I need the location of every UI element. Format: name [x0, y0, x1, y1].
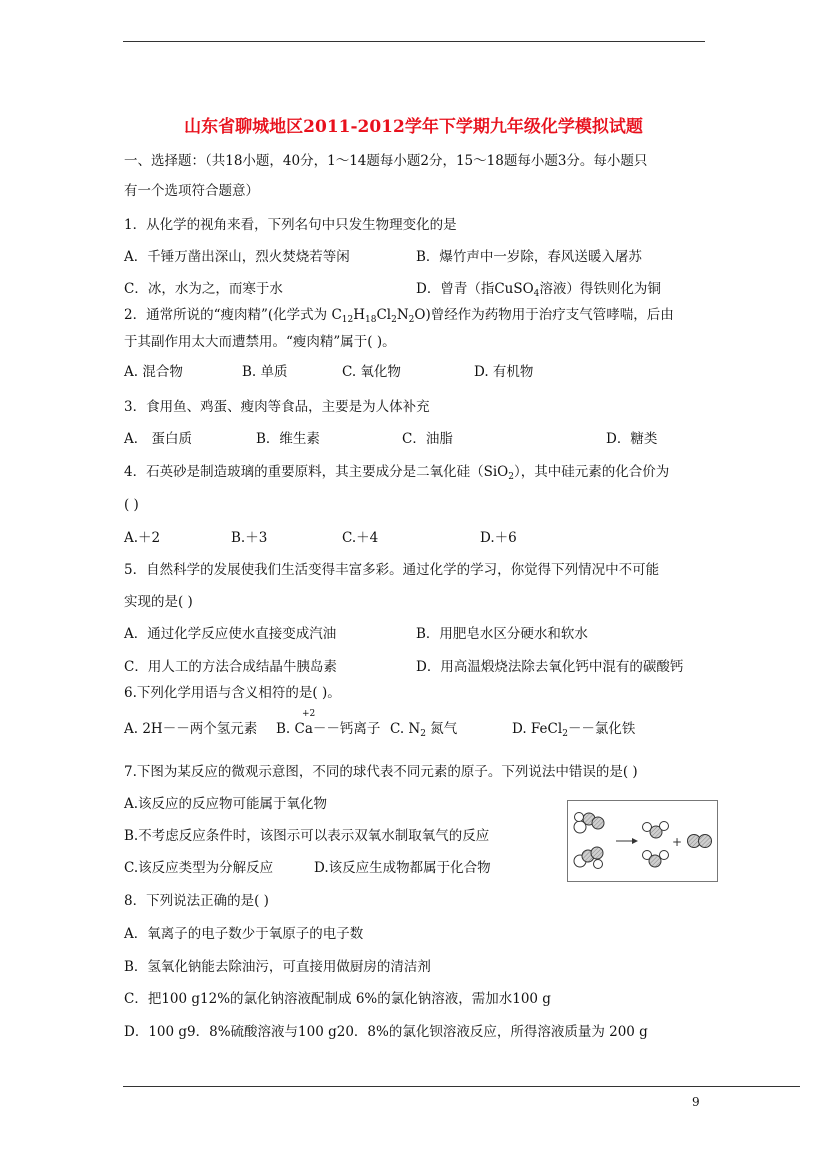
q2-post: O)曾经作为药物用于治疗支气管哮喘，后由	[414, 307, 674, 323]
q4-option-b: B.＋3	[231, 530, 268, 546]
q7-option-c: C.该反应类型为分解反应	[124, 860, 274, 876]
q4-option-a: A.＋2	[124, 530, 161, 546]
reactant-molecule-1	[574, 813, 604, 834]
q7-stem: 7.下图为某反应的微观示意图，不同的球代表不同元素的原子。下列说法中错误的是( )	[124, 764, 638, 780]
plus-sign: +	[672, 835, 683, 849]
q2-sub-2: 18	[365, 315, 377, 325]
q5-option-a: A．通过化学反应使水直接变成汽油	[124, 626, 337, 642]
product-molecule-3	[688, 835, 712, 848]
q6-c-rest: 氮气	[425, 721, 458, 737]
q3-option-b: B．维生素	[256, 431, 320, 447]
q1-d-sub: 4	[533, 289, 540, 299]
q1-option-b: B．爆竹声中一岁除，春风送暖入屠苏	[416, 249, 642, 265]
q6-c-sub: 2	[420, 729, 426, 739]
reaction-arrow	[616, 838, 638, 844]
q4-post: ），其中硅元素的化合价为	[513, 464, 670, 480]
product-molecule-2	[643, 851, 669, 868]
q2-stem-line-1	[124, 306, 674, 329]
q4-pre: 4．石英砂是制造玻璃的重要原料，其主要成分是二氧化硅（SiO	[124, 464, 509, 480]
reactant-molecule-2	[574, 847, 603, 869]
q6-stem: 6.下列化学用语与含义相符的是( )。	[124, 685, 341, 701]
q5-option-c: C．用人工的方法合成结晶牛胰岛素	[124, 659, 337, 675]
q4-stem-line-1	[124, 463, 669, 486]
q5-option-b: B．用肥皂水区分硬水和软水	[416, 626, 588, 642]
q3-option-c: C．油脂	[402, 431, 453, 447]
q8-stem: 8．下列说法正确的是( )	[124, 893, 269, 909]
q6-option-c	[390, 720, 457, 743]
q8-option-d: D．100 g9．8%硫酸溶液与100 g20．8%的氯化钡溶液反应，所得溶液质量为 200 g	[124, 1024, 648, 1040]
q2-option-c: C. 氧化物	[342, 364, 401, 380]
q8-option-a: A．氧离子的电子数少于氧原子的电子数	[124, 926, 364, 942]
q6-d-rest: －－氯化铁	[567, 721, 636, 737]
q7-option-a: A.该反应的反应物可能属于氧化物	[124, 796, 328, 812]
q7-option-b: B.不考虑反应条件时，该图示可以表示双氧水制取氧气的反应	[124, 828, 490, 844]
q1-option-d	[416, 280, 661, 303]
q7-option-d: D.该反应生成物都属于化合物	[314, 860, 491, 876]
q2-option-a: A. 混合物	[124, 364, 183, 380]
q1-d-pre: D．曾青（指CuSO	[416, 281, 534, 297]
q6-option-a: A. 2H－－两个氢元素	[124, 721, 258, 737]
section-header-line-2: 有一个选项符合题意）	[124, 183, 259, 199]
q3-option-d: D．糖类	[606, 431, 658, 447]
q5-stem-line-1: 5．自然科学的发展使我们生活变得丰富多彩。通过化学的学习，你觉得下列情况中不可能	[124, 562, 660, 578]
section-header-line-1: 一、选择题：（共18小题，40分，1～14题每小题2分，15～18题每小题3分。每小题只	[124, 153, 648, 169]
q4-stem-line-2: ( )	[124, 497, 139, 513]
q2-sub-4: 2	[408, 315, 415, 325]
q8-option-c: C．把100 g12%的氯化钠溶液配制成 6%的氯化钠溶液，需加水100 g	[124, 991, 551, 1007]
page-number: 9	[692, 1095, 700, 1109]
q2-option-b: B. 单质	[242, 364, 288, 380]
q2-m1: H	[353, 307, 366, 323]
q6-b-valence: +2	[302, 709, 316, 719]
reaction-diagram	[567, 800, 718, 882]
q6-d-sub: 2	[562, 729, 568, 739]
q6-d-text: D. FeCl	[512, 721, 563, 737]
q4-sub: 2	[508, 472, 514, 482]
q6-option-b	[276, 720, 380, 738]
q6-b-rest: Ca－－钙离子	[294, 721, 381, 737]
q6-option-d	[512, 720, 635, 743]
q2-sub-3: 2	[391, 315, 397, 325]
q6-b-label: B.	[276, 721, 295, 737]
q1-d-post: 溶液）得铁则化为铜	[539, 281, 661, 297]
q2-pre: 2．通常所说的“瘦肉精”(化学式为 C	[124, 307, 342, 323]
q1-stem: 1．从化学的视角来看，下列名句中只发生物理变化的是	[124, 217, 457, 233]
page-title: 山东省聊城地区2011-2012学年下学期九年级化学模拟试题	[184, 117, 643, 137]
reaction-diagram-svg	[568, 801, 717, 881]
q2-stem-line-2: 于其副作用太大而遭禁用。“瘦肉精”属于( )。	[124, 334, 396, 350]
q5-stem-line-2: 实现的是( )	[124, 594, 193, 610]
q1-option-c: C．冰，水为之，而寒于水	[124, 281, 283, 297]
q2-sub-1: 12	[341, 315, 354, 325]
q4-option-c: C.＋4	[342, 530, 379, 546]
footer-rule	[123, 1086, 800, 1087]
product-molecule-1	[643, 822, 669, 839]
q8-option-b: B．氢氧化钠能去除油污，可直接用做厨房的清洁剂	[124, 959, 431, 975]
q2-m2: Cl	[376, 307, 392, 323]
q2-m3: N	[396, 307, 409, 323]
q3-stem: 3．食用鱼、鸡蛋、瘦肉等食品，主要是为人体补充	[124, 399, 430, 415]
q2-option-d: D. 有机物	[474, 364, 534, 380]
header-rule	[123, 41, 705, 42]
q5-option-d: D．用高温煅烧法除去氧化钙中混有的碳酸钙	[416, 659, 684, 675]
q4-option-d: D.＋6	[480, 530, 517, 546]
q1-option-a: A．千锤万凿出深山，烈火焚烧若等闲	[124, 249, 350, 265]
q6-c-text: C. N	[390, 721, 421, 737]
q3-option-a: A． 蛋白质	[124, 431, 193, 447]
